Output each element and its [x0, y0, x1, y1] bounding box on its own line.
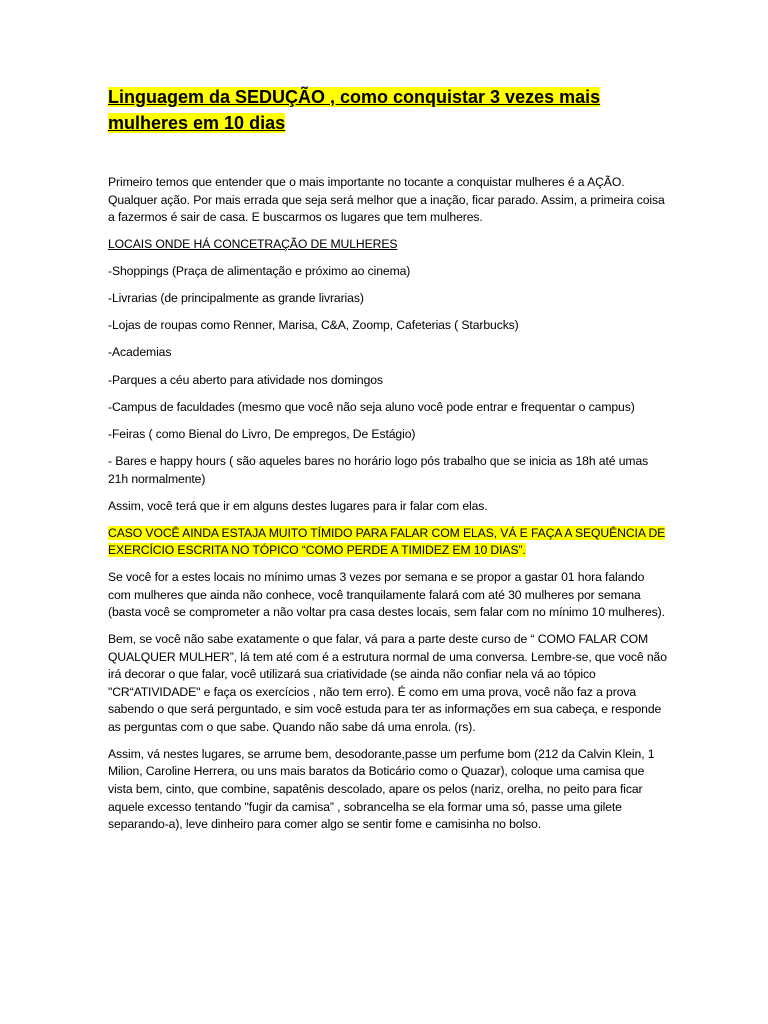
location-item: -Lojas de roupas como Renner, Marisa, C&A, Zoomp, Cafeterias ( Starbucks): [108, 318, 519, 333]
paragraph-locais-frequencia: Se você for a estes locais no mínimo umas 3 vezes por semana e se propor a gastar 01 hora falando com mulheres que ainda não conhece, você tranquilamente falará com até 30 mulheres por semana (basta você se comprometer a não voltar pra casa destes locais, sem falar com no mínimo 10 mulheres).: [108, 570, 665, 620]
locations-heading: LOCAIS ONDE HÁ CONCETRAÇÃO DE MULHERES: [108, 236, 398, 251]
paragraph-aparencia: Assim, vá nestes lugares, se arrume bem, desodorante,passe um perfume bom (212 da Calvin Klein, 1 Milion, Caroline Herrera, ou uns mais baratos da Boticário como o Quazar), coloque uma camisa que vista bem, cinto, que combine, sapatênis descolado, apare os pelos (nariz, orelha, no peito para ficar aquele excesso tentando "fugir da camisa” , sobrancelha se ela formar uma só, passe uma gilete separando-a), leve dinheiro para comer algo se sentir fome e camisinha no bolso.: [108, 746, 655, 832]
location-item: -Feiras ( como Bienal do Livro, De empregos, De Estágio): [108, 426, 416, 441]
document-page: [108, 84, 668, 843]
intro-paragraph: Primeiro temos que entender que o mais importante no tocante a conquistar mulheres é a AÇÃO. Qualquer ação. Por mais errada que seja será melhor que a inação, ficar parado. Assim, a primeira coisa a fazermos é sair de casa. E buscarmos os lugares que tem mulheres.: [108, 175, 665, 225]
document-title-text: Linguagem da SEDUÇÃO , como conquistar 3 vezes mais mulheres em 10 dias: [108, 87, 601, 133]
location-item: -Campus de faculdades (mesmo que você não seja aluno você pode entrar e frequentar o campus): [108, 399, 635, 414]
highlighted-notice: [108, 525, 668, 560]
document-title: [108, 84, 668, 136]
after-list-paragraph: Assim, você terá que ir em alguns destes lugares para ir falar com elas.: [108, 498, 488, 513]
location-item: - Bares e happy hours ( são aqueles bares no horário logo pós trabalho que se inicia as 18h até umas 21h normalmente): [108, 454, 649, 486]
highlighted-notice-text: CASO VOCÊ AINDA ESTAJA MUITO TÍMIDO PARA FALAR COM ELAS, VÁ E FAÇA A SEQUÊNCIA DE EXERCÍCIO ESCRITA NO TÓPICO “COMO PERDE A TIMIDEZ EM 10 DIAS”.: [108, 525, 666, 558]
location-item: -Academias: [108, 345, 172, 360]
location-item: -Livrarias (de principalmente as grande livrarias): [108, 290, 364, 305]
location-item: -Shoppings (Praça de alimentação e próximo ao cinema): [108, 263, 411, 278]
location-item: -Parques a céu aberto para atividade nos domingos: [108, 372, 383, 387]
paragraph-o-que-falar: Bem, se você não sabe exatamente o que falar, vá para a parte deste curso de “ COMO FALAR COM QUALQUER MULHER”, lá tem até com é a estrutura normal de uma conversa. Lembre-se, que você não irá decorar o que falar, você utilizará sua criatividade (se ainda não confiar nela vá ao tópico "CR“ATIVIDADE" e faça os exercícios , não tem erro). É como em uma prova, você não faz a prova sabendo o que será perguntado, e sim você estuda para ter as informações em sua cabeça, e responde as perguntas com o que sabe. Quando não sabe dá uma enrola. (rs).: [108, 631, 667, 734]
